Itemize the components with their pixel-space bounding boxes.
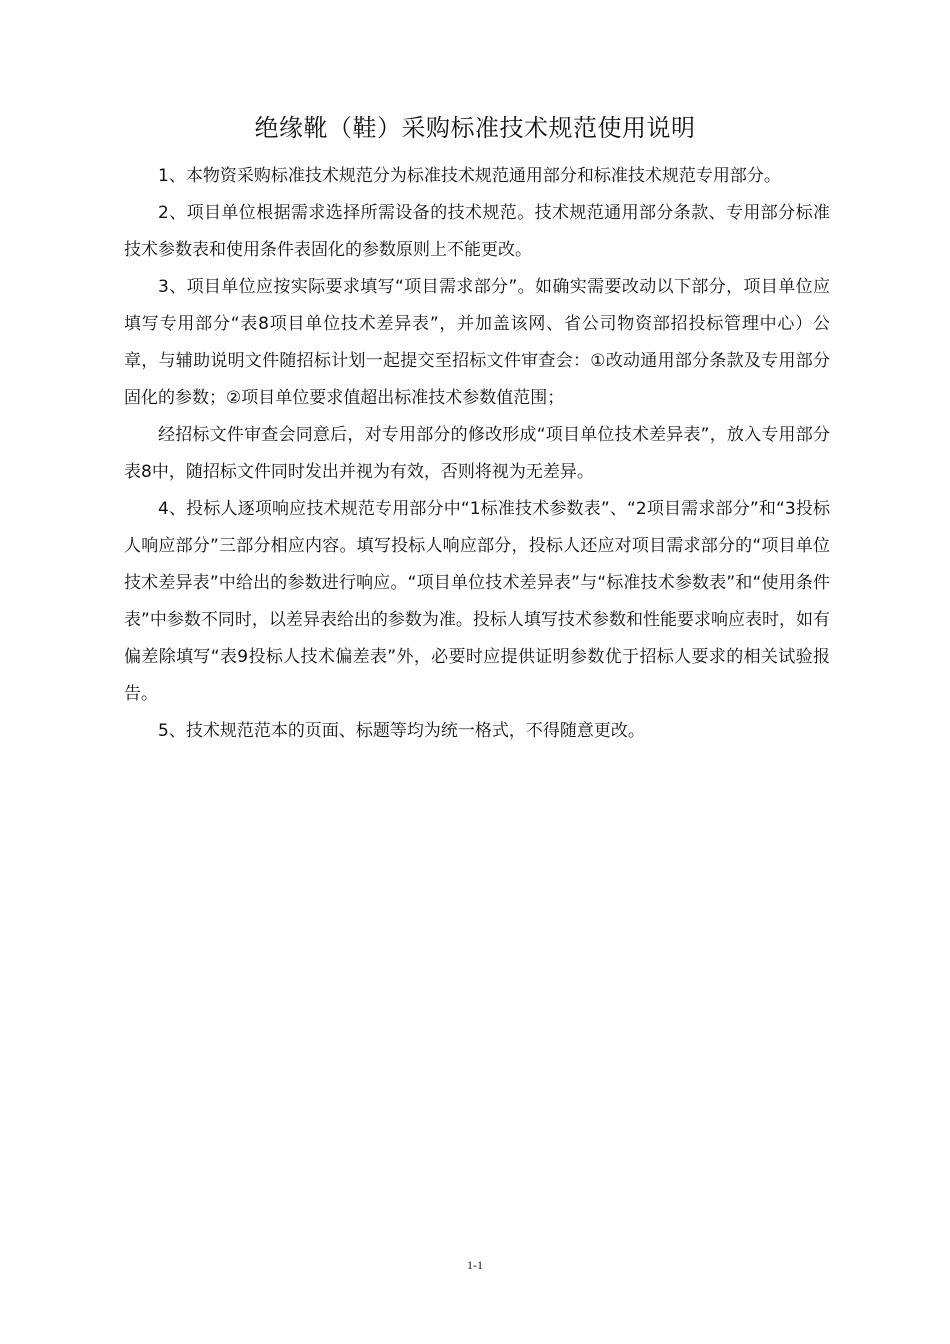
paragraph-3-continued: 经招标文件审查会同意后，对专用部分的修改形成“项目单位技术差异表”，放入专用部分表8中，随招标文件同时发出并视为有效，否则将视为无差异。 — [124, 425, 830, 482]
paragraph-3: 3、项目单位应按实际要求填写“项目需求部分”。如确实需要改动以下部分，项目单位应填写专用部分“表8项目单位技术差异表”，并加盖该网、省公司物资部招投标管理中心）公章，与辅助说明文件随招标计划一起提交至招标文件审查会：①改动通用部分条款及专用部分固化的参数；②项目单位要求值超出标准技术参数值范围； — [124, 277, 830, 408]
paragraph-2: 2、项目单位根据需求选择所需设备的技术规范。技术规范通用部分条款、专用部分标准技术参数表和使用条件表固化的参数原则上不能更改。 — [124, 203, 830, 260]
paragraph-1: 1、本物资采购标准技术规范分为标准技术规范通用部分和标准技术规范专用部分。 — [158, 166, 781, 186]
document-title: 绝缘靴（鞋）采购标准技术规范使用说明 — [254, 114, 696, 142]
page-number: 1-1 — [467, 1258, 483, 1272]
document-body — [124, 158, 830, 750]
paragraph-5: 5、技术规范范本的页面、标题等均为统一格式，不得随意更改。 — [158, 721, 645, 741]
paragraph-4: 4、投标人逐项响应技术规范专用部分中“1标准技术参数表”、“2项目需求部分”和“3投标人响应部分”三部分相应内容。填写投标人响应部分，投标人还应对项目需求部分的“项目单位技术差异表”中给出的参数进行响应。“项目单位技术差异表”与“标准技术参数表”和“使用条件表”中参数不同时，以差异表给出的参数为准。投标人填写技术参数和性能要求响应表时，如有偏差除填写“表9投标人技术偏差表”外，必要时应提供证明参数优于招标人要求的相关试验报告。 — [124, 499, 830, 704]
